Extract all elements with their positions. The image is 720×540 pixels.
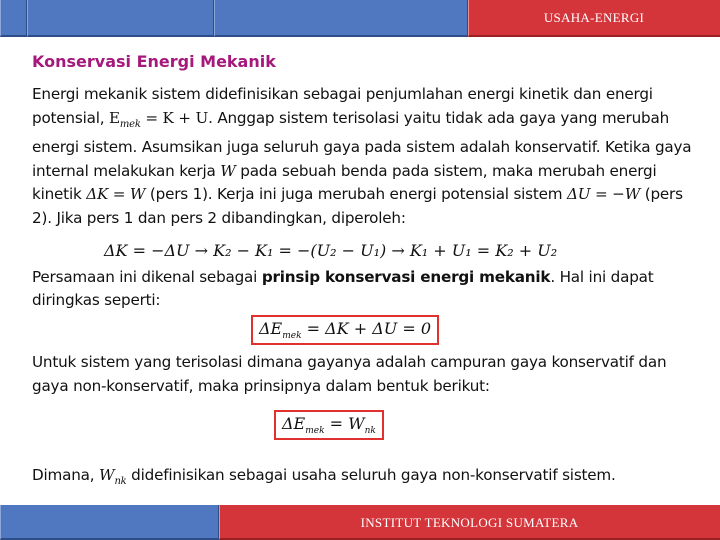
- p1-eq: = K + U: [140, 108, 209, 127]
- slide-content: [32, 52, 692, 494]
- p1-text-a: Energi mekanik sistem didefinisikan sebagai penjumlahan energi kinetik dan energi potensial,: [32, 85, 653, 127]
- header-segment-3: [214, 0, 468, 37]
- p1-w: W: [220, 161, 236, 180]
- header-title: USAHA-ENERGI: [543, 10, 645, 25]
- paragraph-2: [32, 266, 692, 313]
- paragraph-4: [32, 464, 692, 494]
- p2-bold: prinsip konservasi energi mekanik: [261, 267, 551, 286]
- p1-dk: ΔK = W: [86, 185, 146, 204]
- paragraph-3: Untuk sistem yang terisolasi dimana gayanya adalah campuran gaya konservatif dan gaya non-konservatif, maka prinsipnya dalam bentuk berikut:: [32, 352, 667, 395]
- footer-title: INSTITUT TEKNOLOGI SUMATERA: [360, 515, 579, 530]
- p1-emek: $E_{mek}$: [108, 108, 141, 130]
- p1-text-c: pada sebuah benda pada sistem, maka merubah energi kinetik: [32, 161, 657, 204]
- p1-text-b: . Anggap sistem terisolasi yaitu tidak ada gaya yang merubah energi sistem. Asumsikan juga seluruh gaya pada sistem adalah konservatif. Ketika gaya internal melakukan kerja: [32, 108, 692, 180]
- p4-wnk: $W_{nk}$: [99, 466, 127, 488]
- footer-segment-1: [0, 505, 219, 540]
- p4-text-a: Dimana,: [32, 466, 100, 485]
- slide-title: Konservasi Energi Mekanik: [32, 52, 276, 71]
- p1-du: ΔU = −W: [567, 185, 641, 204]
- paragraph-1: [32, 83, 692, 231]
- p1-text-d: (pers 1). Kerja ini juga merubah energi potensial sistem: [145, 185, 568, 204]
- p2-text-b: . Hal ini dapat diringkas seperti:: [32, 267, 654, 310]
- formula-box-1: $\Delta E_{mek} = \Delta K + \Delta U = 0$: [251, 315, 439, 345]
- p1-text-e: (pers 2). Jika pers 1 dan pers 2 dibandingkan, diperoleh:: [32, 185, 683, 227]
- p2-text-a: Persamaan ini dikenal sebagai: [32, 267, 262, 286]
- header-segment-1: [0, 0, 27, 37]
- p4-text-b: didefinisikan sebagai usaha seluruh gaya non-konservatif sistem.: [126, 466, 616, 485]
- formula-box-2: $\Delta E_{mek} = W_{nk}$: [274, 410, 384, 440]
- header-segment-2: [27, 0, 214, 37]
- main-equation: ΔK = −ΔU → K₂ − K₁ = −(U₂ − U₁) → K₁ + U₁ = K₂ + U₂: [104, 240, 558, 260]
